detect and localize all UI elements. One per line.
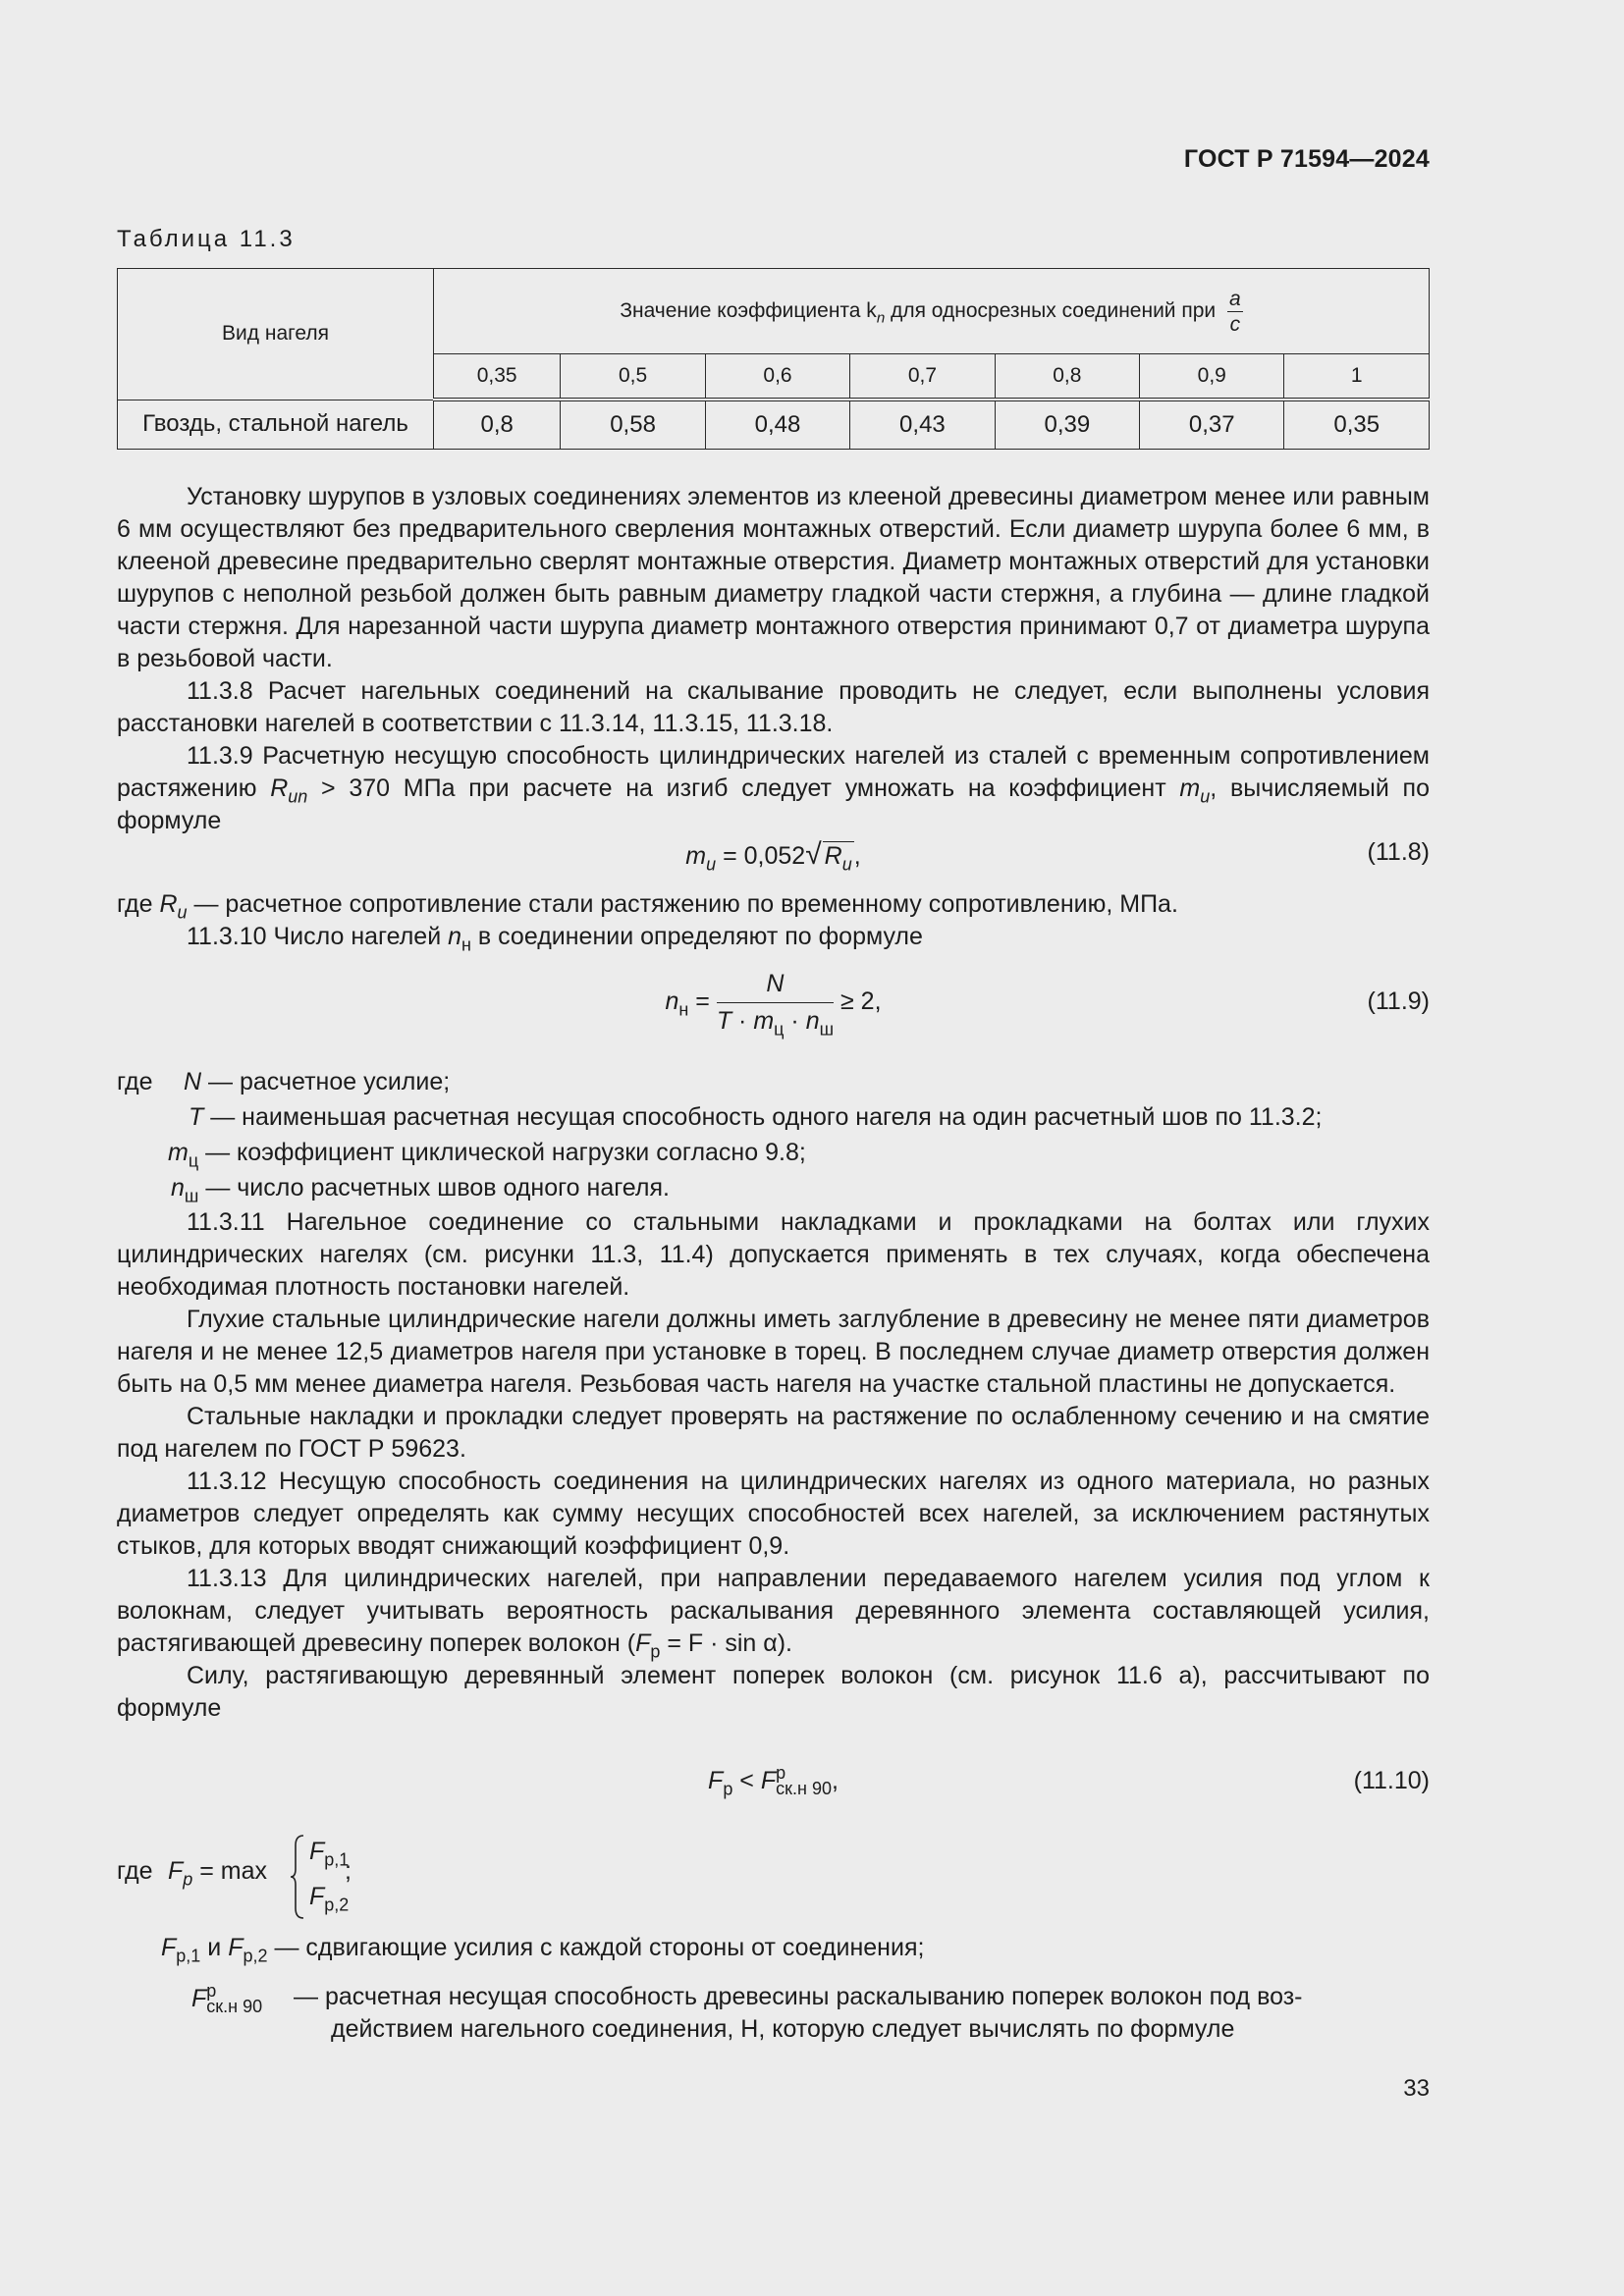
value-cell: 0,35 — [1284, 400, 1430, 450]
page-number: 33 — [1403, 2075, 1430, 2102]
table-header-name: Вид нагеля — [118, 269, 434, 400]
definitions-11-9: где N — расчетное усилие; T — наименьшая расчетная несущая способность одного нагеля на один расчетный шов по 11.3.2; $m_ц$ — коэффициент циклической нагрузки согласно 9.8; $n_ш$ — число расчетных швов одного нагеля. — [117, 1068, 1323, 1206]
ratio-fraction: $\frac{a}{c}$ — [1228, 287, 1241, 336]
paragraph-11-3-13: 11.3.13 Для цилиндрических нагелей, при направлении передаваемого нагелем усилия под углом к волокнам, следует учитывать вероятность раскалывания деревянного элемента составляющей усилия, растягивающей древесину поперек волокон $(F_р = F \cdot \sin \alpha)$. — [117, 1565, 1430, 1662]
table-header-coef: Значение коэффициента $k_n$ для односрезных соединений при $\frac{a}{c}$ — [434, 269, 1430, 354]
text-block-3 — [117, 1206, 1430, 1725]
table-row — [118, 400, 1430, 450]
ratio-cell: 0,6 — [705, 354, 849, 400]
standard-header: ГОСТ Р 71594—2024 — [1183, 145, 1430, 173]
formula-11-9: $n_н$ = $\frac{N}{T \cdot m_ц \cdot n_ш}$ ≥ 2, (11.9) — [665, 970, 1430, 1040]
table-caption: Таблица 11.3 — [117, 226, 296, 252]
ratio-cell: 0,5 — [561, 354, 705, 400]
definitions-11-10: $F_{р,1}$ и $F_{р,2}$ — сдвигающие усилия с каждой стороны от соединения; $F^p_{ск.н 90}$ — расчетная несущая способность древесины раскалыванию поперек волокон под воз- действием нагельного соединения, Н, которую следует вычислять по формуле — [161, 1934, 1303, 2043]
paragraph-where-ru: где $R_u$ — расчетное сопротивление стали растяжению по временному сопротивлению, МПа. — [117, 890, 1178, 923]
formula-11-10: $F_р < F^p_{ск.н 90}$, (11.10) — [708, 1763, 1430, 1799]
paragraph-blind-dowels: Глухие стальные цилиндрические нагели должны иметь заглубление в древесину не менее пяти диаметров нагеля и не менее 12,5 диаметров нагеля при установке в торец. В последнем случае диаметр отверстия должен быть на 0,5 мм менее диаметра нагеля. Резьбовая часть нагеля на участке стальной пластины не допускается. — [117, 1306, 1430, 1398]
value-cell: 0,43 — [850, 400, 995, 450]
formula-11-8: $m_и = 0,052√$ $R_u$, (11.8) — [685, 838, 1430, 875]
paragraph-steel-plates: Стальные накладки и прокладки следует проверять на растяжение по ослабленному сечению и на смятие под нагелем по ГОСТ Р 59623. — [117, 1403, 1430, 1463]
coefficient-table — [117, 268, 1430, 450]
paragraph-screws: Установку шурупов в узловых соединениях элементов из клееной древесины диаметром менее или равным 6 мм осуществляют без предварительного сверления монтажных отверстий. Если диаметр шурупа более 6 мм, в клееной древесине предварительно сверлят монтажные отверстия. Диаметр монтажных отверстий для установки шурупов с неполной резьбой должен быть равным диаметру гладкой части стержня, а глубина — длине гладкой части стержня. Для нарезанной части шурупа диаметр монтажного отверстия принимают 0,7 от диаметра шурупа в резьбовой части. — [117, 483, 1430, 672]
value-cell: 0,37 — [1140, 400, 1284, 450]
paragraph-11-3-12: 11.3.12 Несущую способность соединения на цилиндрических нагелях из одного материала, но разных диаметров следует определять как сумму несущих способностей всех нагелей, за исключением растянутых стыков, для которых вводят снижающий коэффициент 0,9. — [117, 1468, 1430, 1560]
formula-number: (11.8) — [1367, 838, 1430, 866]
paragraph-11-3-8: 11.3.8 Расчет нагельных соединений на скалывание проводить не следует, если выполнены условия расстановки нагелей в соответствии с 11.3.14, 11.3.15, 11.3.18. — [117, 677, 1430, 737]
ratio-cell: 0,35 — [434, 354, 561, 400]
ratio-cell: 0,7 — [850, 354, 995, 400]
paragraph-11-3-9: 11.3.9 Расчетную несущую способность цилиндрических нагелей из сталей с временным сопротивлением растяжению $R_{un} > 370$ МПа при расчете на изгиб следует умножать на коэффициент $m_и$, вычисляемый по формуле — [117, 742, 1430, 834]
paragraph-splitting-force: Силу, растягивающую деревянный элемент поперек волокон (см. рисунок 11.6 а), рассчитывают по формуле — [117, 1662, 1430, 1722]
value-cell: 0,8 — [434, 400, 561, 450]
formula-number: (11.9) — [1367, 988, 1430, 1015]
value-cell: 0,58 — [561, 400, 705, 450]
text-block-1 — [117, 481, 1430, 837]
row-label: Гвоздь, стальной нагель — [118, 400, 434, 450]
curly-brace-icon — [290, 1834, 305, 1920]
formula-number: (11.10) — [1353, 1767, 1430, 1794]
formula-fraction: $\frac{N}{T \cdot m_ц \cdot n_ш}$ — [716, 970, 835, 1040]
ratio-cell: 1 — [1284, 354, 1430, 400]
fp-max-definition: где $F_p = \max$ $F_{р,1}$ $F_{р,2}$ ; — [117, 1832, 510, 1930]
text-block-2 — [117, 888, 1430, 953]
ratio-cell: 0,8 — [995, 354, 1139, 400]
radical-sign: √ — [805, 838, 822, 871]
value-cell: 0,39 — [995, 400, 1139, 450]
paragraph-11-3-10: 11.3.10 Число нагелей $n_н$ в соединении определяют по формуле — [187, 923, 923, 955]
ratio-cell: 0,9 — [1140, 354, 1284, 400]
paragraph-11-3-11: 11.3.11 Нагельное соединение со стальными накладками и прокладками на болтах или глухих цилиндрических нагелях (см. рисунки 11.3, 11.4) допускается применять в тех случаях, когда обеспечена необходимая плотность постановки нагелей. — [117, 1208, 1430, 1301]
value-cell: 0,48 — [705, 400, 849, 450]
